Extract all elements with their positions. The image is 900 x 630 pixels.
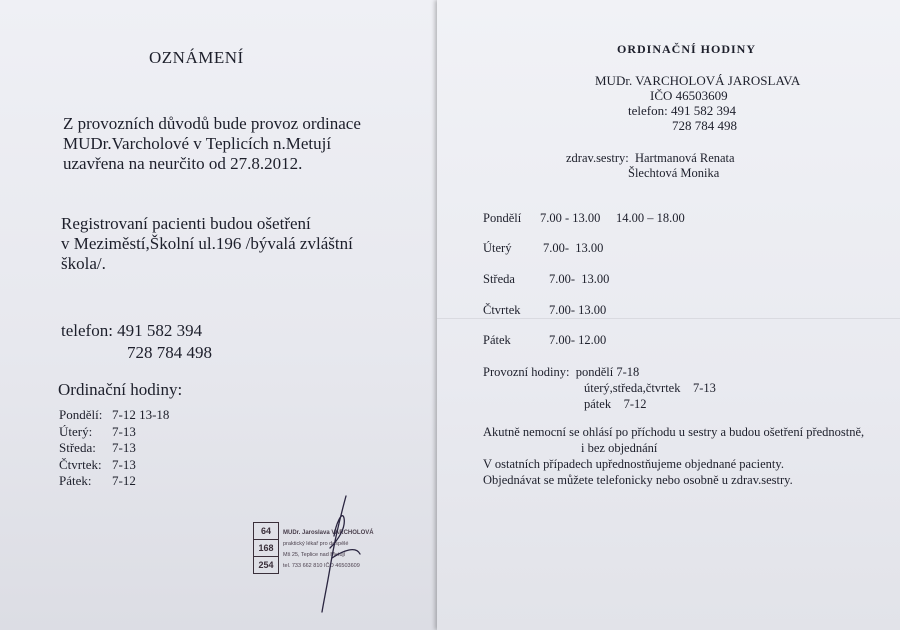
operating-hours-line: úterý,středa,čtvrtek 7-13 [584, 381, 716, 395]
doctor-name: MUDr. VARCHOLOVÁ JAROSLAVA [595, 73, 801, 88]
doctor-phone: 728 784 498 [672, 118, 737, 133]
operating-hours-label: Provozní hodiny: [483, 365, 570, 379]
hours-time: 7-13 [112, 456, 136, 472]
schedule-row [483, 272, 609, 287]
notice-line: škola/. [61, 254, 106, 273]
notice-phone [61, 320, 212, 364]
note-line: i bez objednání [581, 441, 658, 455]
operating-hours-line: pondělí 7-18 [575, 365, 640, 379]
schedule-day: Čtvrtek [483, 303, 521, 317]
stamp-number: 168 [254, 540, 278, 557]
stamp-number-box [253, 522, 279, 574]
hours-row [59, 424, 169, 441]
schedule-hours: 7.00 - 13.00 14.00 – 18.00 [540, 211, 685, 225]
patient-notes [483, 424, 864, 488]
hours-time: 7-13 [112, 440, 136, 455]
paper-fold [437, 318, 900, 319]
notice-line: uzavřena na neurčito od 27.8.2012. [63, 154, 303, 173]
operating-hours [483, 364, 716, 412]
hours-page-title: ORDINAČNÍ HODINY [617, 42, 757, 56]
schedule-hours: 7.00- 13.00 [549, 303, 607, 317]
schedule-day: Středa [483, 272, 515, 286]
note-line: Akutně nemocní se ohlásí po příchodu u sestry a budou ošetření přednostně, [483, 425, 865, 439]
doctor-phone: telefon: 491 582 394 [628, 103, 736, 118]
schedule-day: Pondělí [483, 211, 522, 225]
stamp-number: 64 [254, 523, 278, 540]
phone-line: telefon: 491 582 394 [61, 321, 203, 340]
hours-list [59, 407, 169, 490]
notice-line: v Meziměstí,Školní ul.196 /bývalá zvláštní [61, 234, 353, 253]
operating-hours-line: pátek 7-12 [584, 397, 647, 411]
doctor-ico: IČO 46503609 [650, 88, 728, 103]
hours-row [59, 457, 169, 474]
hours-time: 7-12 [112, 473, 136, 488]
nurse-name: Šlechtová Monika [628, 166, 720, 180]
stamp-line: MUDr. Jaroslava VARCHOLOVÁ [283, 530, 374, 536]
hours-time: 7-12 13-18 [112, 407, 170, 422]
doctor-info [595, 73, 800, 133]
schedule-hours: 7.00- 13.00 [549, 272, 610, 286]
hours-row [59, 407, 169, 424]
hours-row [59, 473, 169, 490]
hours-day: Pátek: [59, 473, 92, 488]
relocation-notice [61, 214, 353, 274]
hours-day: Úterý: [59, 423, 93, 439]
schedule-row [483, 211, 685, 226]
hours-day: Středa: [59, 440, 96, 455]
stamp-line: praktický lékař pro dospělé [283, 541, 349, 547]
schedule-day: Pátek [483, 333, 511, 347]
hours-day: Pondělí: [59, 407, 103, 422]
schedule-row [483, 333, 606, 348]
schedule-row [483, 241, 603, 256]
notice-line: Z provozních důvodů bude provoz ordinace [63, 114, 361, 133]
notice-title: OZNÁMENÍ [149, 48, 244, 67]
notice-line: MUDr.Varcholové v Teplicích n.Metují [63, 134, 332, 153]
stamp-line: tel. 733 662 810 IČO 46503609 [283, 563, 360, 569]
signature-icon [300, 488, 380, 618]
stamp-number: 254 [258, 560, 274, 570]
note-line: V ostatních případech upřednostňujeme objednané pacienty. [483, 457, 784, 471]
hours-day: Čtvrtek: [59, 456, 102, 472]
closure-notice [63, 114, 361, 174]
phone-line: 728 784 498 [127, 343, 212, 362]
schedule-hours: 7.00- 12.00 [549, 333, 607, 347]
stamp-line: Mš 25, Teplice nad Metují [283, 552, 346, 558]
note-line: Objednávat se můžete telefonicky nebo osobně u zdrav.sestry. [483, 473, 793, 487]
schedule-hours: 7.00- 13.00 [543, 241, 604, 255]
nurse-name: Hartmanová Renata [634, 151, 735, 165]
hours-time: 7-13 [112, 423, 136, 439]
nurses-label: zdrav.sestry: [566, 151, 629, 165]
schedule-row [483, 303, 606, 318]
hours-row [59, 440, 169, 457]
notice-line: Registrovaní pacienti budou ošetření [61, 214, 311, 233]
schedule-day: Úterý [483, 241, 512, 255]
hours-title: Ordinační hodiny: [58, 380, 183, 399]
nurses-info [566, 151, 735, 181]
